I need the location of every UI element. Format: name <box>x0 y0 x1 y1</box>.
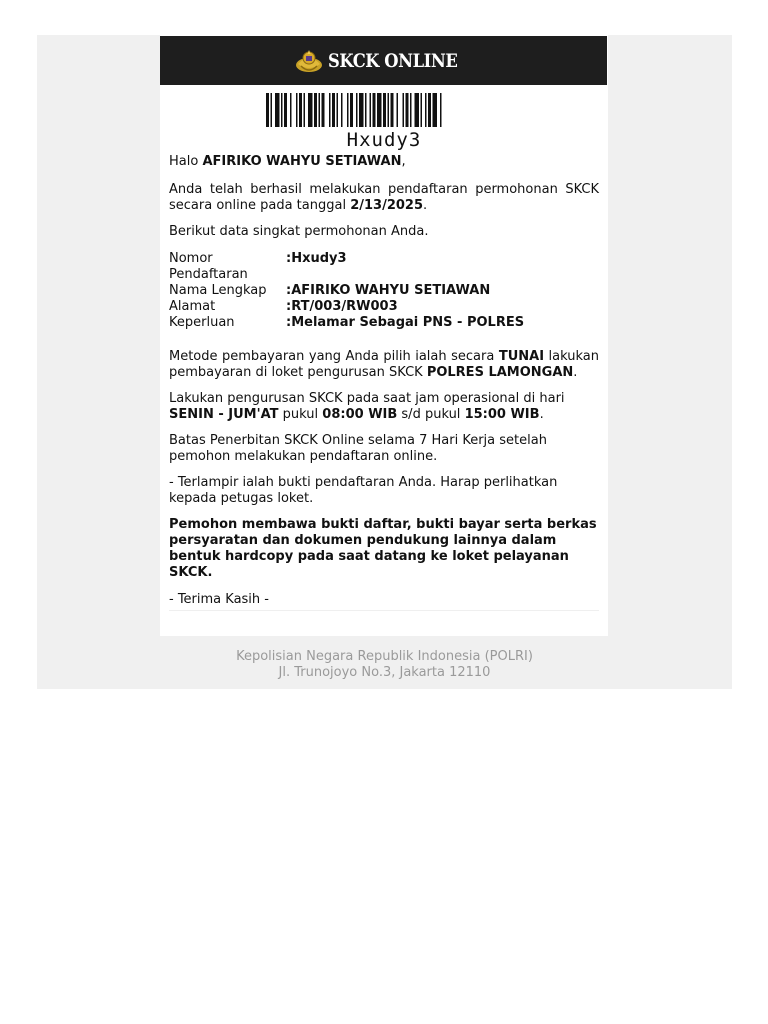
barcode-bar <box>397 93 399 127</box>
police-emblem-icon <box>294 46 324 76</box>
detail-key: Alamat <box>169 299 216 314</box>
barcode-bar <box>428 93 431 127</box>
detail-value: RT/003/RW003 <box>291 299 398 314</box>
summary-label: Berikut data singkat permohonan Anda. <box>169 224 429 239</box>
barcode-bar <box>319 93 321 127</box>
barcode-bar <box>347 93 349 127</box>
requirements-paragraph: Pemohon membawa bukti daftar, bukti bayar serta berkas persyaratan dan dokumen pendukung lainnya dalam bentuk hardcopy pada saat datang ke loket pelayanan SKCK. <box>169 517 597 580</box>
barcode-bar <box>365 93 367 127</box>
footer-org: Kepolisian Negara Republik Indonesia (POLRI) <box>236 649 533 664</box>
barcode-bar <box>370 93 372 127</box>
detail-key: Keperluan <box>169 315 235 330</box>
detail-row-nama: Nama Lengkap :AFIRIKO WAHYU SETIAWAN <box>169 283 491 298</box>
barcode-bar <box>308 93 313 127</box>
barcode-bar <box>388 93 390 127</box>
barcode-bar <box>284 93 287 127</box>
barcode-bar <box>322 93 325 127</box>
barcode-bar <box>415 93 420 127</box>
barcode-bar <box>337 93 339 127</box>
barcode-bar <box>359 93 364 127</box>
greeting: Halo AFIRIKO WAHYU SETIAWAN, <box>169 154 406 169</box>
barcode-bar <box>332 93 335 127</box>
police-office: POLRES LAMONGAN <box>426 365 574 380</box>
barcode-bar <box>290 93 292 127</box>
barcode-bar <box>350 93 353 127</box>
registration-date: 2/13/2025 <box>350 198 424 213</box>
barcode-bar <box>377 93 382 127</box>
closing-text: - Terima Kasih - <box>169 592 269 607</box>
deadline-paragraph: Batas Penerbitan SKCK Online selama 7 Hari Kerja setelah pemohon melakukan pendaftaran online. <box>169 433 547 464</box>
barcode-bar <box>296 93 298 127</box>
footer-address: Jl. Trunojoyo No.3, Jakarta 12110 <box>278 665 491 680</box>
barcode-bar <box>281 93 283 127</box>
payment-method: TUNAI <box>498 349 545 364</box>
payment-paragraph: Metode pembayaran yang Anda pilih ialah secara TUNAI lakukan pembayaran di loket pengurusan SKCK POLRES LAMONGAN. <box>169 349 599 380</box>
detail-value: Hxudy3 <box>291 251 347 266</box>
barcode-bar <box>271 93 273 127</box>
detail-value: AFIRIKO WAHYU SETIAWAN <box>291 283 491 298</box>
start-time: 08:00 WIB <box>322 407 398 422</box>
barcode-bar <box>304 93 306 127</box>
detail-row-alamat: Alamat :RT/003/RW003 <box>169 299 398 314</box>
detail-key: Nama Lengkap <box>169 283 267 298</box>
barcode-bar <box>410 93 412 127</box>
detail-value: Melamar Sebagai PNS - POLRES <box>291 315 525 330</box>
detail-row-keperluan: Keperluan :Melamar Sebagai PNS - POLRES <box>169 315 525 330</box>
attachment-paragraph: - Terlampir ialah bukti pendaftaran Anda. Harap perlihatkan kepada petugas loket. <box>169 475 558 506</box>
barcode-bar <box>433 93 438 127</box>
barcode-bar <box>403 93 405 127</box>
barcode-bar <box>425 93 427 127</box>
barcode-bar <box>275 93 280 127</box>
divider <box>169 610 599 611</box>
barcode-bar <box>421 93 423 127</box>
email-background <box>37 35 732 689</box>
barcode-bar <box>314 93 317 127</box>
barcode-bar <box>440 93 442 127</box>
logo <box>294 46 473 76</box>
email-card <box>160 35 608 636</box>
barcode-bar <box>373 93 376 127</box>
footer <box>37 649 732 681</box>
barcode-bar <box>341 93 343 127</box>
barcode <box>266 93 504 129</box>
barcode-bar <box>299 93 302 127</box>
detail-row-nomor: Nomor Pendaftaran :Hxudy3 <box>169 251 347 282</box>
barcode-bar <box>406 93 409 127</box>
end-time: 15:00 WIB <box>464 407 540 422</box>
barcode-bar <box>266 93 269 127</box>
details-table <box>169 251 599 331</box>
barcode-bar <box>329 93 331 127</box>
applicant-name: AFIRIKO WAHYU SETIAWAN <box>202 154 402 169</box>
barcode-code: Hxudy3 <box>346 129 422 151</box>
schedule-paragraph: Lakukan pengurusan SKCK pada saat jam operasional di hari SENIN - JUM'AT pukul 08:00 WIB s/d pukul 15:00 WIB. <box>169 391 565 422</box>
intro-paragraph: Anda telah berhasil melakukan pendaftaran permohonan SKCK secara online pada tanggal 2/13/2025. <box>169 182 599 213</box>
email-body <box>169 154 599 608</box>
header-banner <box>160 36 607 85</box>
barcode-bar <box>356 93 358 127</box>
barcode-bar <box>383 93 386 127</box>
barcode-bar <box>391 93 394 127</box>
logo-text: SKCK ONLINE <box>328 49 458 72</box>
detail-key: Nomor Pendaftaran <box>169 251 248 282</box>
operating-days: SENIN - JUM'AT <box>169 407 279 422</box>
